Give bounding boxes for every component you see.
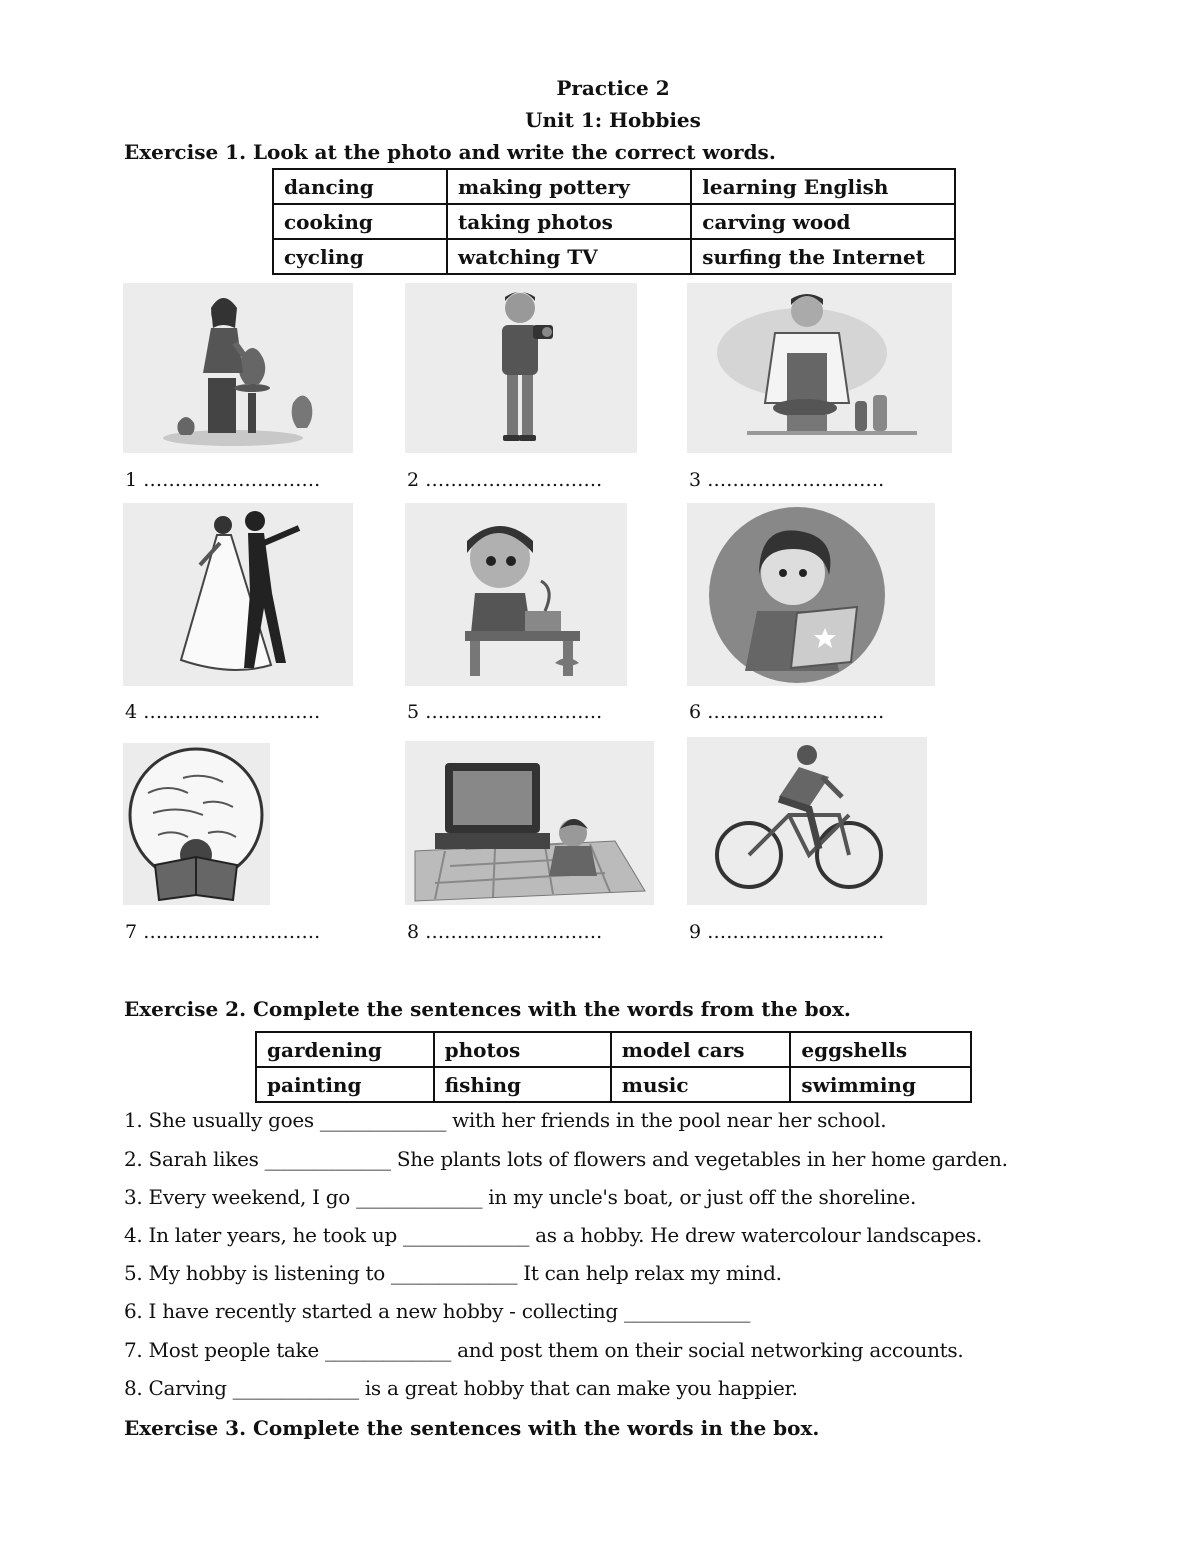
word-box-cell: carving wood xyxy=(691,204,955,239)
word-box-cell: painting xyxy=(256,1067,434,1102)
word-box-row xyxy=(256,1032,971,1067)
word-box-cell: taking photos xyxy=(447,204,691,239)
word-box-cell: gardening xyxy=(256,1032,434,1067)
picture-label: 6 ………………………. xyxy=(689,701,885,723)
word-box-row xyxy=(273,169,955,204)
word-box-cell: model cars xyxy=(611,1032,791,1067)
wood-carving-boy-icon xyxy=(405,503,627,686)
exercise2-heading: Exercise 2. Complete the sentences with the words from the box. xyxy=(124,997,851,1021)
picture-label: 4 ………………………. xyxy=(125,701,321,723)
unit-title: Unit 1: Hobbies xyxy=(525,108,701,132)
sentence: 1. She usually goes _____________ with her friends in the pool near her school. xyxy=(124,1108,887,1132)
word-box-cell: music xyxy=(611,1067,791,1102)
picture-label: 5 ………………………. xyxy=(407,701,603,723)
word-box-cell: watching TV xyxy=(447,239,691,274)
pottery-icon xyxy=(123,283,353,453)
word-box-row xyxy=(256,1067,971,1102)
picture-label: 2 ………………………. xyxy=(407,469,603,491)
picture-label: 8 ………………………. xyxy=(407,921,603,943)
word-box-cell: surfing the Internet xyxy=(691,239,955,274)
dancing-couple-icon xyxy=(123,503,353,686)
word-box-cell: dancing xyxy=(273,169,447,204)
exercise2-word-box xyxy=(255,1031,972,1103)
reading-book-icon xyxy=(123,743,270,905)
sentence: 5. My hobby is listening to _____________ It can help relax my mind. xyxy=(124,1261,782,1285)
cooking-man-icon xyxy=(687,283,952,453)
sentence: 3. Every weekend, I go _____________ in my uncle's boat, or just off the shoreline. xyxy=(124,1185,917,1209)
page-title: Practice 2 xyxy=(556,76,670,100)
sentence: 2. Sarah likes _____________ She plants lots of flowers and vegetables in her home garden. xyxy=(124,1147,1008,1171)
watching-tv-icon xyxy=(405,741,654,905)
sentence: 6. I have recently started a new hobby - collecting _____________ xyxy=(124,1299,751,1323)
exercise3-heading: Exercise 3. Complete the sentences with the words in the box. xyxy=(124,1416,820,1440)
cyclist-icon xyxy=(687,737,927,905)
word-box-cell: cooking xyxy=(273,204,447,239)
word-box-cell: making pottery xyxy=(447,169,691,204)
picture-label: 1 ………………………. xyxy=(125,469,321,491)
sentence: 8. Carving _____________ is a great hobby that can make you happier. xyxy=(124,1376,798,1400)
word-box-cell: photos xyxy=(434,1032,611,1067)
exercise1-heading: Exercise 1. Look at the photo and write the correct words. xyxy=(124,140,776,164)
camera-boy-icon xyxy=(405,283,637,453)
picture-label: 3 ………………………. xyxy=(689,469,885,491)
word-box-cell: cycling xyxy=(273,239,447,274)
word-box-cell: fishing xyxy=(434,1067,611,1102)
word-box-cell: learning English xyxy=(691,169,955,204)
picture-label: 7 ………………………. xyxy=(125,921,321,943)
word-box-row xyxy=(273,239,955,274)
word-box-cell: swimming xyxy=(790,1067,971,1102)
sentence: 7. Most people take _____________ and post them on their social networking accounts. xyxy=(124,1338,964,1362)
laptop-girl-icon xyxy=(687,503,935,686)
exercise1-word-box xyxy=(272,168,956,275)
word-box-cell: eggshells xyxy=(790,1032,971,1067)
word-box-row xyxy=(273,204,955,239)
sentence: 4. In later years, he took up _____________ as a hobby. He drew watercolour landscapes. xyxy=(124,1223,982,1247)
picture-label: 9 ………………………. xyxy=(689,921,885,943)
